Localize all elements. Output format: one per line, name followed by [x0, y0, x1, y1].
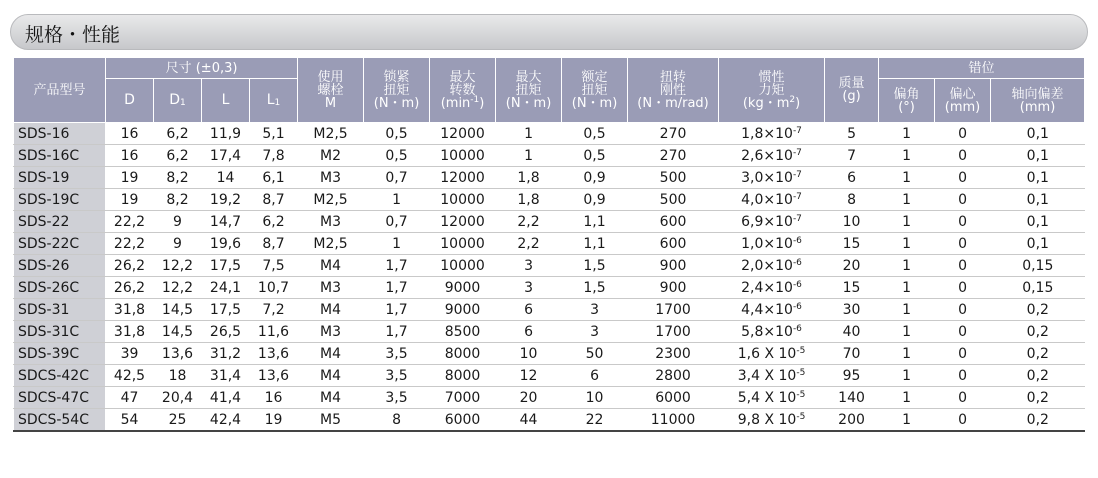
cell-rated-torque: 22 [562, 409, 628, 432]
cell-radial: 0 [935, 299, 991, 321]
cell-mass: 15 [825, 277, 879, 299]
cell-inertia: $4,4\times 10^{-6}$ [719, 299, 825, 321]
cell-l1: 13,6 [250, 343, 298, 365]
cell-lock-torque: 3,5 [364, 343, 430, 365]
cell-radial: 0 [935, 255, 991, 277]
cell-torsional-stiffness: 1700 [628, 321, 719, 343]
cell-max-speed: 9000 [430, 299, 496, 321]
table-row [14, 387, 1085, 409]
section-title: 规格・性能 [25, 24, 121, 46]
cell-l: 11,9 [202, 123, 250, 145]
cell-l: 31,2 [202, 343, 250, 365]
cell-inertia: $2,4\times 10^{-6}$ [719, 277, 825, 299]
cell-inertia: $1,0\times 10^{-6}$ [719, 233, 825, 255]
cell-lock-torque: 0,7 [364, 211, 430, 233]
cell-rated-torque: 3 [562, 299, 628, 321]
cell-d1: 8,2 [154, 167, 202, 189]
cell-torsional-stiffness: 500 [628, 189, 719, 211]
cell-axial: 0,2 [991, 365, 1085, 387]
cell-bolt: M2,5 [298, 189, 364, 211]
cell-lock-torque: 1 [364, 189, 430, 211]
cell-d1: 12,2 [154, 255, 202, 277]
cell-axial: 0,2 [991, 387, 1085, 409]
cell-bolt: M4 [298, 343, 364, 365]
cell-max-speed: 8000 [430, 365, 496, 387]
cell-mass: 95 [825, 365, 879, 387]
cell-l1: 8,7 [250, 233, 298, 255]
cell-max-speed: 6000 [430, 409, 496, 432]
header-max-speed: 最大 转数 $(\min^{-1})$ [430, 58, 496, 123]
cell-inertia: $2,6\times 10^{-7}$ [719, 145, 825, 167]
cell-inertia: $5,8\times 10^{-6}$ [719, 321, 825, 343]
spec-table-body [14, 123, 1085, 432]
cell-model: SDCS-47C [14, 387, 106, 409]
cell-axial: 0,15 [991, 255, 1085, 277]
cell-max-torque: 12 [496, 365, 562, 387]
cell-l: 19,6 [202, 233, 250, 255]
cell-max-torque: 44 [496, 409, 562, 432]
cell-torsional-stiffness: 600 [628, 233, 719, 255]
header-mass: 质量 (g) [825, 58, 879, 123]
cell-lock-torque: 0,7 [364, 167, 430, 189]
cell-d1: 13,6 [154, 343, 202, 365]
cell-radial: 0 [935, 409, 991, 432]
table-row [14, 189, 1085, 211]
cell-torsional-stiffness: 900 [628, 255, 719, 277]
cell-radial: 0 [935, 233, 991, 255]
table-row [14, 365, 1085, 387]
header-angular: 偏角 (°) [879, 79, 935, 123]
cell-bolt: M2 [298, 145, 364, 167]
cell-torsional-stiffness: 270 [628, 123, 719, 145]
cell-angular: 1 [879, 277, 935, 299]
cell-radial: 0 [935, 343, 991, 365]
cell-d1: 6,2 [154, 145, 202, 167]
cell-radial: 0 [935, 167, 991, 189]
cell-d: 39 [106, 343, 154, 365]
cell-l1: 7,2 [250, 299, 298, 321]
cell-model: SDCS-54C [14, 409, 106, 432]
table-row [14, 123, 1085, 145]
cell-inertia: $3,0\times 10^{-7}$ [719, 167, 825, 189]
cell-model: SDS-19C [14, 189, 106, 211]
cell-d: 42,5 [106, 365, 154, 387]
cell-rated-torque: 1,1 [562, 233, 628, 255]
cell-d: 16 [106, 145, 154, 167]
cell-max-torque: 1,8 [496, 189, 562, 211]
cell-bolt: M4 [298, 299, 364, 321]
cell-d1: 25 [154, 409, 202, 432]
table-row [14, 167, 1085, 189]
cell-torsional-stiffness: 500 [628, 167, 719, 189]
cell-l1: 11,6 [250, 321, 298, 343]
cell-l: 42,4 [202, 409, 250, 432]
cell-axial: 0,1 [991, 123, 1085, 145]
cell-torsional-stiffness: 900 [628, 277, 719, 299]
cell-mass: 6 [825, 167, 879, 189]
cell-model: SDS-16C [14, 145, 106, 167]
cell-model: SDS-22C [14, 233, 106, 255]
cell-l1: 6,1 [250, 167, 298, 189]
cell-torsional-stiffness: 270 [628, 145, 719, 167]
cell-angular: 1 [879, 145, 935, 167]
cell-max-torque: 6 [496, 321, 562, 343]
cell-lock-torque: 1,7 [364, 277, 430, 299]
header-radial: 偏心 (mm) [935, 79, 991, 123]
cell-max-torque: 1 [496, 145, 562, 167]
cell-d: 31,8 [106, 321, 154, 343]
cell-mass: 15 [825, 233, 879, 255]
cell-d1: 20,4 [154, 387, 202, 409]
cell-mass: 7 [825, 145, 879, 167]
cell-mass: 70 [825, 343, 879, 365]
cell-max-speed: 10000 [430, 189, 496, 211]
cell-axial: 0,1 [991, 145, 1085, 167]
cell-axial: 0,2 [991, 409, 1085, 432]
table-row [14, 277, 1085, 299]
cell-radial: 0 [935, 211, 991, 233]
cell-inertia: $2,0\times 10^{-6}$ [719, 255, 825, 277]
cell-lock-torque: 3,5 [364, 387, 430, 409]
cell-torsional-stiffness: 1700 [628, 299, 719, 321]
cell-max-speed: 10000 [430, 145, 496, 167]
cell-d1: 9 [154, 211, 202, 233]
cell-rated-torque: 0,9 [562, 189, 628, 211]
cell-lock-torque: 3,5 [364, 365, 430, 387]
cell-model: SDS-26 [14, 255, 106, 277]
cell-d: 19 [106, 189, 154, 211]
cell-model: SDS-31 [14, 299, 106, 321]
cell-l1: 5,1 [250, 123, 298, 145]
cell-axial: 0,1 [991, 167, 1085, 189]
cell-angular: 1 [879, 343, 935, 365]
cell-rated-torque: 1,5 [562, 277, 628, 299]
cell-rated-torque: 1,5 [562, 255, 628, 277]
cell-d1: 6,2 [154, 123, 202, 145]
cell-lock-torque: 1 [364, 233, 430, 255]
table-row [14, 145, 1085, 167]
cell-axial: 0,2 [991, 343, 1085, 365]
cell-model: SDS-16 [14, 123, 106, 145]
cell-inertia: 3,4 X $10^{-5}$ [719, 365, 825, 387]
cell-l: 41,4 [202, 387, 250, 409]
table-row [14, 255, 1085, 277]
cell-angular: 1 [879, 189, 935, 211]
cell-l1: 16 [250, 387, 298, 409]
cell-l: 14,7 [202, 211, 250, 233]
cell-max-speed: 8000 [430, 343, 496, 365]
cell-mass: 200 [825, 409, 879, 432]
cell-l: 24,1 [202, 277, 250, 299]
header-bolt: 使用 螺栓 M [298, 58, 364, 123]
cell-d1: 12,2 [154, 277, 202, 299]
cell-lock-torque: 8 [364, 409, 430, 432]
cell-max-torque: 1,8 [496, 167, 562, 189]
cell-model: SDCS-42C [14, 365, 106, 387]
cell-torsional-stiffness: 6000 [628, 387, 719, 409]
cell-d: 22,2 [106, 211, 154, 233]
cell-max-speed: 12000 [430, 167, 496, 189]
cell-bolt: M2,5 [298, 233, 364, 255]
section-title-bar [10, 14, 1088, 50]
cell-radial: 0 [935, 321, 991, 343]
cell-lock-torque: 1,7 [364, 321, 430, 343]
cell-bolt: M3 [298, 321, 364, 343]
cell-axial: 0,1 [991, 233, 1085, 255]
cell-d: 31,8 [106, 299, 154, 321]
cell-l1: 19 [250, 409, 298, 432]
cell-rated-torque: 3 [562, 321, 628, 343]
cell-radial: 0 [935, 123, 991, 145]
cell-max-torque: 3 [496, 255, 562, 277]
cell-inertia: 9,8 X $10^{-5}$ [719, 409, 825, 432]
cell-inertia: $6,9\times 10^{-7}$ [719, 211, 825, 233]
table-row [14, 233, 1085, 255]
cell-angular: 1 [879, 299, 935, 321]
cell-bolt: M3 [298, 167, 364, 189]
header-model: 产品型号 [14, 58, 106, 123]
cell-angular: 1 [879, 211, 935, 233]
cell-d: 22,2 [106, 233, 154, 255]
cell-angular: 1 [879, 233, 935, 255]
cell-torsional-stiffness: 2300 [628, 343, 719, 365]
cell-max-torque: 2,2 [496, 233, 562, 255]
cell-torsional-stiffness: 2800 [628, 365, 719, 387]
cell-mass: 40 [825, 321, 879, 343]
cell-l: 31,4 [202, 365, 250, 387]
cell-max-torque: 1 [496, 123, 562, 145]
cell-rated-torque: 0,5 [562, 123, 628, 145]
cell-l: 17,5 [202, 299, 250, 321]
cell-angular: 1 [879, 365, 935, 387]
table-row [14, 409, 1085, 432]
cell-axial: 0,15 [991, 277, 1085, 299]
cell-radial: 0 [935, 189, 991, 211]
cell-model: SDS-26C [14, 277, 106, 299]
cell-d: 26,2 [106, 277, 154, 299]
table-row [14, 211, 1085, 233]
cell-rated-torque: 6 [562, 365, 628, 387]
cell-max-speed: 10000 [430, 255, 496, 277]
cell-rated-torque: 50 [562, 343, 628, 365]
cell-angular: 1 [879, 255, 935, 277]
cell-bolt: M4 [298, 365, 364, 387]
cell-max-torque: 6 [496, 299, 562, 321]
cell-d: 47 [106, 387, 154, 409]
cell-max-torque: 20 [496, 387, 562, 409]
cell-d: 19 [106, 167, 154, 189]
header-l: L [202, 79, 250, 123]
cell-l: 17,4 [202, 145, 250, 167]
cell-radial: 0 [935, 145, 991, 167]
cell-d1: 9 [154, 233, 202, 255]
header-d1: $D_1$ [154, 79, 202, 123]
cell-axial: 0,1 [991, 189, 1085, 211]
cell-model: SDS-19 [14, 167, 106, 189]
cell-bolt: M2,5 [298, 123, 364, 145]
cell-l: 26,5 [202, 321, 250, 343]
cell-angular: 1 [879, 321, 935, 343]
cell-lock-torque: 1,7 [364, 255, 430, 277]
cell-lock-torque: 0,5 [364, 123, 430, 145]
cell-inertia: 5,4 X $10^{-5}$ [719, 387, 825, 409]
cell-angular: 1 [879, 387, 935, 409]
header-dimensions: 尺寸 (±0,3) [106, 58, 298, 79]
header-axial: 轴向偏差 (mm) [991, 79, 1085, 123]
cell-max-torque: 2,2 [496, 211, 562, 233]
cell-lock-torque: 1,7 [364, 299, 430, 321]
table-row [14, 299, 1085, 321]
cell-inertia: $1,8\times 10^{-7}$ [719, 123, 825, 145]
cell-bolt: M4 [298, 387, 364, 409]
cell-bolt: M3 [298, 277, 364, 299]
cell-angular: 1 [879, 123, 935, 145]
header-max-torque: 最大 扭矩 (N・m) [496, 58, 562, 123]
cell-max-speed: 10000 [430, 233, 496, 255]
cell-mass: 8 [825, 189, 879, 211]
cell-model: SDS-22 [14, 211, 106, 233]
cell-max-speed: 8500 [430, 321, 496, 343]
cell-model: SDS-31C [14, 321, 106, 343]
cell-inertia: $4,0\times 10^{-7}$ [719, 189, 825, 211]
cell-radial: 0 [935, 277, 991, 299]
cell-torsional-stiffness: 600 [628, 211, 719, 233]
cell-l1: 7,5 [250, 255, 298, 277]
cell-max-torque: 3 [496, 277, 562, 299]
cell-mass: 30 [825, 299, 879, 321]
cell-max-speed: 9000 [430, 277, 496, 299]
cell-rated-torque: 10 [562, 387, 628, 409]
cell-d: 26,2 [106, 255, 154, 277]
cell-d1: 18 [154, 365, 202, 387]
cell-mass: 10 [825, 211, 879, 233]
cell-radial: 0 [935, 365, 991, 387]
cell-bolt: M4 [298, 255, 364, 277]
cell-max-speed: 12000 [430, 123, 496, 145]
cell-radial: 0 [935, 387, 991, 409]
cell-angular: 1 [879, 409, 935, 432]
cell-axial: 0,2 [991, 299, 1085, 321]
cell-max-speed: 12000 [430, 211, 496, 233]
header-d: D [106, 79, 154, 123]
cell-l1: 13,6 [250, 365, 298, 387]
cell-angular: 1 [879, 167, 935, 189]
cell-mass: 140 [825, 387, 879, 409]
cell-rated-torque: 1,1 [562, 211, 628, 233]
cell-lock-torque: 0,5 [364, 145, 430, 167]
cell-torsional-stiffness: 11000 [628, 409, 719, 432]
header-misalignment: 错位 [879, 58, 1085, 79]
cell-l1: 8,7 [250, 189, 298, 211]
cell-inertia: 1,6 X $10^{-5}$ [719, 343, 825, 365]
header-torsional-stiffness: 扭转 刚性 (N・m/rad) [628, 58, 719, 123]
cell-mass: 5 [825, 123, 879, 145]
table-row [14, 343, 1085, 365]
header-rated-torque: 额定 扭矩 (N・m) [562, 58, 628, 123]
cell-d1: 14,5 [154, 299, 202, 321]
cell-rated-torque: 0,5 [562, 145, 628, 167]
spec-table [13, 57, 1085, 432]
header-lock-torque: 锁紧 扭矩 (N・m) [364, 58, 430, 123]
cell-d1: 8,2 [154, 189, 202, 211]
table-row [14, 321, 1085, 343]
cell-d: 16 [106, 123, 154, 145]
cell-max-torque: 10 [496, 343, 562, 365]
cell-l: 17,5 [202, 255, 250, 277]
cell-d: 54 [106, 409, 154, 432]
cell-l: 19,2 [202, 189, 250, 211]
header-inertia: 惯性 力矩 (kg・$m^2$) [719, 58, 825, 123]
cell-bolt: M5 [298, 409, 364, 432]
cell-axial: 0,1 [991, 211, 1085, 233]
cell-l1: 6,2 [250, 211, 298, 233]
cell-rated-torque: 0,9 [562, 167, 628, 189]
cell-mass: 20 [825, 255, 879, 277]
cell-l1: 10,7 [250, 277, 298, 299]
cell-max-speed: 7000 [430, 387, 496, 409]
header-l1: $L_1$ [250, 79, 298, 123]
cell-l1: 7,8 [250, 145, 298, 167]
cell-model: SDS-39C [14, 343, 106, 365]
cell-bolt: M3 [298, 211, 364, 233]
cell-d1: 14,5 [154, 321, 202, 343]
cell-l: 14 [202, 167, 250, 189]
cell-axial: 0,2 [991, 321, 1085, 343]
